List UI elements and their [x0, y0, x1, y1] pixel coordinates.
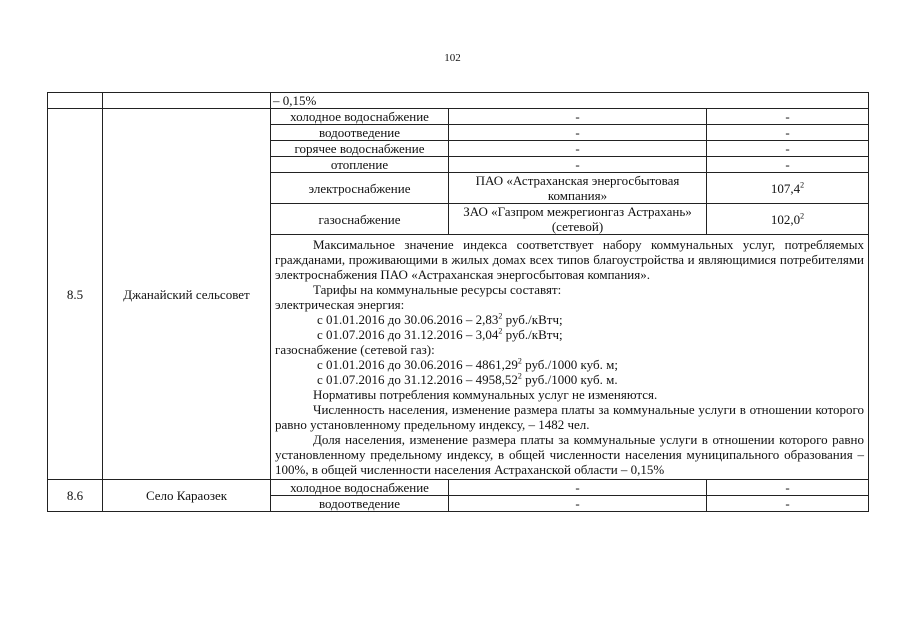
- service-cell: отопление: [271, 157, 449, 173]
- section-number: 8.6: [48, 480, 103, 512]
- value-cell: -: [707, 125, 869, 141]
- page-number: 102: [444, 52, 461, 64]
- tariff-unit: руб./1000 куб. м;: [521, 357, 618, 372]
- provider-cell: -: [449, 480, 707, 496]
- empty-cell: [103, 93, 271, 109]
- top-row-text: – 0,15%: [271, 93, 869, 109]
- value-text: 102,0: [770, 211, 801, 227]
- section-name: Джанайский сельсовет: [103, 109, 271, 480]
- tariff-text: с 01.01.2016 до 30.06.2016 – 2,83: [317, 312, 499, 327]
- tariff-table: [47, 92, 869, 512]
- value-cell: -: [707, 480, 869, 496]
- tariff-line: [275, 372, 864, 387]
- service-cell: холодное водоснабжение: [271, 109, 449, 125]
- provider-cell: -: [449, 496, 707, 512]
- footnote-mark: 2: [800, 211, 805, 221]
- provider-cell: -: [449, 157, 707, 173]
- tariff-unit: руб./кВтч;: [502, 327, 563, 342]
- footnote-mark: 2: [498, 311, 503, 321]
- service-cell: горячее водоснабжение: [271, 141, 449, 157]
- provider-cell: ЗАО «Газпром межрегионгаз Астрахань» (сетевой): [449, 204, 707, 235]
- service-cell: газоснабжение: [271, 204, 449, 235]
- tariff-text: с 01.01.2016 до 30.06.2016 – 4861,29: [317, 357, 518, 372]
- description-paragraph: Численность населения, изменение размера платы за коммунальные услуги в отношении которого равно установленному предельному индексу, – 1482 чел.: [275, 402, 865, 432]
- service-cell: водоотведение: [271, 125, 449, 141]
- footnote-mark: 2: [517, 371, 522, 381]
- value-cell: [707, 204, 869, 235]
- footnote-mark: 2: [800, 180, 805, 190]
- provider-cell: -: [449, 125, 707, 141]
- description-paragraph: Доля населения, изменение размера платы за коммунальные услуги в отношении которого равно установленному предельному индексу, в общей численности населения муниципального образования – 100%, в общей численности населения Астраханской области – 0,15%: [275, 432, 865, 477]
- description-paragraph: Нормативы потребления коммунальных услуг не изменяются.: [313, 387, 658, 402]
- value-cell: -: [707, 157, 869, 173]
- provider-cell: -: [449, 109, 707, 125]
- description-paragraph: электрическая энергия:: [275, 297, 405, 312]
- service-cell: электроснабжение: [271, 173, 449, 204]
- value-cell: -: [707, 109, 869, 125]
- provider-cell: ПАО «Астраханская энергосбытовая компания»: [449, 173, 707, 204]
- description-paragraph: газоснабжение (сетевой газ):: [275, 342, 435, 357]
- footnote-mark: 2: [517, 356, 522, 366]
- table-row: [48, 93, 869, 109]
- tariff-text: с 01.07.2016 до 31.12.2016 – 4958,52: [317, 372, 518, 387]
- footnote-mark: 2: [498, 326, 503, 336]
- service-cell: холодное водоснабжение: [271, 480, 449, 496]
- table-row: [48, 480, 869, 496]
- table-row: [48, 109, 869, 125]
- description-paragraph: Максимальное значение индекса соответствует набору коммунальных услуг, потребляемых гражданами, проживающими в жилых домах всех типов благоустройства и являющимися потребителями электроснабжения ПАО «Астраханская энергосбытовая компания».: [275, 237, 865, 282]
- value-cell: [707, 173, 869, 204]
- tariff-line: [275, 357, 864, 372]
- description-cell: [271, 235, 869, 480]
- tariff-line: [275, 327, 864, 342]
- section-number: 8.5: [48, 109, 103, 480]
- tariff-text: с 01.07.2016 до 31.12.2016 – 3,04: [317, 327, 499, 342]
- tariff-unit: руб./1000 куб. м.: [521, 372, 618, 387]
- value-cell: -: [707, 141, 869, 157]
- empty-cell: [48, 93, 103, 109]
- service-cell: водоотведение: [271, 496, 449, 512]
- tariff-line: [275, 312, 864, 327]
- description-paragraph: Тарифы на коммунальные ресурсы составят:: [313, 282, 562, 297]
- section-name: Село Караозек: [103, 480, 271, 512]
- value-cell: -: [707, 496, 869, 512]
- value-text: 107,4: [770, 180, 801, 196]
- tariff-unit: руб./кВтч;: [502, 312, 563, 327]
- provider-cell: -: [449, 141, 707, 157]
